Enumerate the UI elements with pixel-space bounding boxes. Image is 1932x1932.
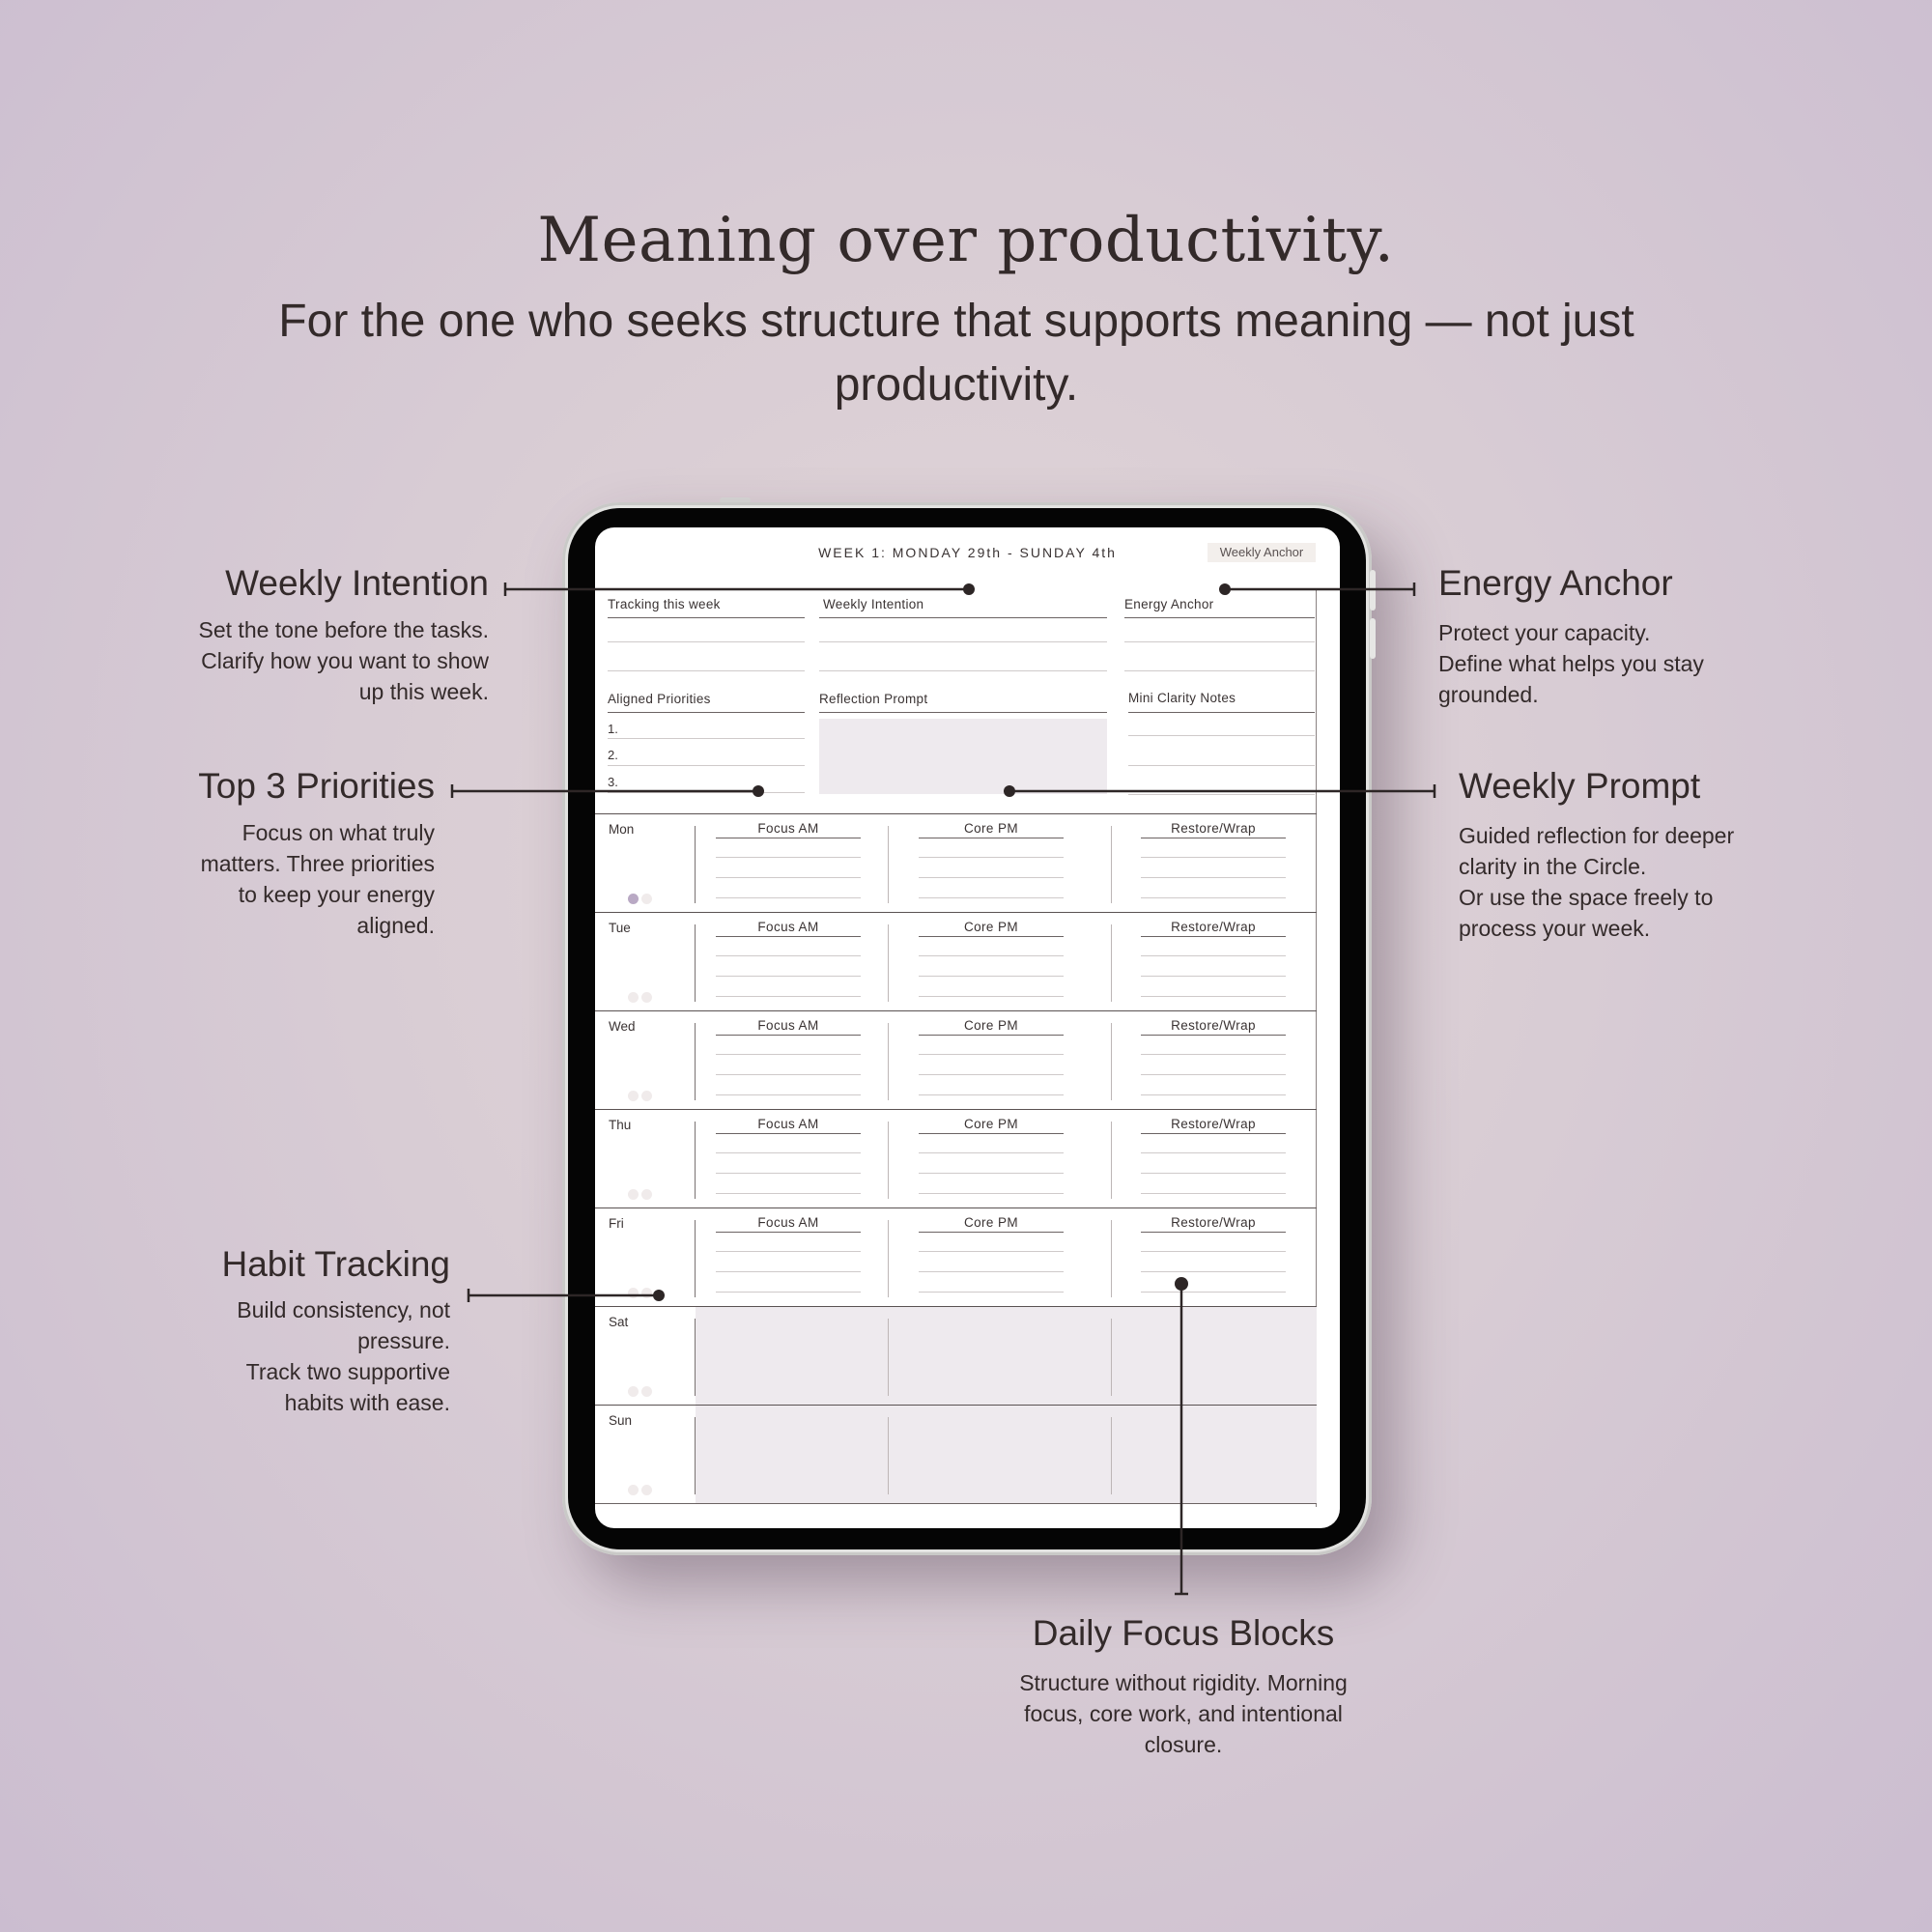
daily-focus-text: Structure without rigidity. Morning focus, core work, and intentional closure.: [1019, 1670, 1348, 1757]
block-write-line[interactable]: [1141, 955, 1286, 956]
tracking-underline: [608, 617, 805, 618]
priorities-underline: [608, 712, 805, 713]
priority-line-3[interactable]: [608, 792, 805, 793]
block-title: Restore/Wrap: [1171, 920, 1256, 934]
habit-tracking-title: Habit Tracking: [221, 1244, 450, 1284]
column-separator: [1111, 826, 1112, 903]
block-underline: [1141, 1232, 1286, 1233]
tablet-volume-up: [1370, 570, 1376, 611]
column-separator: [695, 826, 696, 903]
block-underline: [919, 936, 1064, 937]
habit-dot[interactable]: [641, 1288, 652, 1298]
block-write-line[interactable]: [716, 1054, 861, 1055]
block-write-line[interactable]: [716, 1173, 861, 1174]
weekly-prompt-text: Guided reflection for deeper clarity in the Circle. Or use the space freely to process your week.: [1459, 823, 1735, 941]
block-write-line[interactable]: [919, 996, 1064, 997]
column-separator: [1111, 1122, 1112, 1199]
day-row-thu: [595, 1109, 1317, 1208]
block-write-line[interactable]: [1141, 1173, 1286, 1174]
block-write-line[interactable]: [1141, 976, 1286, 977]
day-label: Thu: [609, 1118, 632, 1132]
block-title: Core PM: [963, 1117, 1019, 1131]
block-write-line[interactable]: [716, 1292, 861, 1293]
priority-number-3: 3.: [608, 775, 618, 789]
column-separator: [695, 1220, 696, 1297]
planner-bottom-border: [595, 1503, 1317, 1504]
planner-screen: [595, 527, 1340, 1528]
block-underline: [716, 1232, 861, 1233]
habit-dot[interactable]: [641, 1189, 652, 1200]
habit-dot[interactable]: [641, 992, 652, 1003]
block-title: Core PM: [963, 1018, 1019, 1033]
priority-line-1[interactable]: [608, 738, 805, 739]
notes-line[interactable]: [1128, 794, 1315, 795]
block-write-line[interactable]: [1141, 1251, 1286, 1252]
block-write-line[interactable]: [919, 976, 1064, 977]
block-write-line[interactable]: [919, 1193, 1064, 1194]
block-underline: [919, 1035, 1064, 1036]
block-write-line[interactable]: [1141, 1271, 1286, 1272]
block-write-line[interactable]: [716, 976, 861, 977]
top-priorities-title: Top 3 Priorities: [198, 766, 435, 806]
block-write-line[interactable]: [1141, 1292, 1286, 1293]
block-title: Restore/Wrap: [1171, 1117, 1256, 1131]
intention-label: Weekly Intention: [823, 597, 924, 611]
block-title: Core PM: [963, 920, 1019, 934]
priority-number-1: 1.: [608, 722, 618, 736]
weekly-intention-title: Weekly Intention: [225, 563, 489, 603]
block-underline: [1141, 1133, 1286, 1134]
block-write-line[interactable]: [919, 1054, 1064, 1055]
day-label: Fri: [609, 1216, 624, 1231]
block-title: Restore/Wrap: [1171, 821, 1256, 836]
block-write-line[interactable]: [1141, 1193, 1286, 1194]
headline: Meaning over productivity.: [537, 205, 1395, 276]
column-separator: [695, 1023, 696, 1100]
block-write-line[interactable]: [919, 1292, 1064, 1293]
weekly-prompt-title: Weekly Prompt: [1459, 766, 1701, 806]
block-write-line[interactable]: [919, 1173, 1064, 1174]
day-label: Sun: [609, 1413, 633, 1428]
block-title: Focus AM: [757, 1018, 819, 1033]
column-separator: [1111, 1023, 1112, 1100]
block-write-line[interactable]: [716, 897, 861, 898]
block-write-line[interactable]: [919, 1094, 1064, 1095]
tracking-label: Tracking this week: [608, 597, 721, 611]
intention-line[interactable]: [819, 670, 1107, 671]
day-row-fri: [595, 1208, 1317, 1307]
habit-dot[interactable]: [628, 992, 639, 1003]
priorities-label: Aligned Priorities: [608, 692, 711, 706]
column-separator: [888, 1417, 889, 1494]
block-write-line[interactable]: [716, 877, 861, 878]
block-write-line[interactable]: [716, 1193, 861, 1194]
priority-number-2: 2.: [608, 748, 618, 762]
column-separator: [1111, 1417, 1112, 1494]
block-write-line[interactable]: [919, 955, 1064, 956]
day-row-mon: [595, 813, 1317, 913]
day-label: Sat: [609, 1315, 629, 1329]
column-separator: [695, 1417, 696, 1494]
intention-underline: [819, 617, 1107, 618]
habit-dot[interactable]: [641, 1386, 652, 1397]
block-write-line[interactable]: [716, 857, 861, 858]
habit-dot[interactable]: [628, 894, 639, 904]
day-label: Mon: [609, 822, 635, 837]
day-row-wed: [595, 1010, 1317, 1110]
reflection-label: Reflection Prompt: [819, 692, 928, 706]
block-write-line[interactable]: [1141, 1094, 1286, 1095]
priority-line-2[interactable]: [608, 765, 805, 766]
block-write-line[interactable]: [1141, 996, 1286, 997]
block-write-line[interactable]: [1141, 857, 1286, 858]
block-write-line[interactable]: [716, 1152, 861, 1153]
block-write-line[interactable]: [716, 1251, 861, 1252]
column-separator: [1111, 924, 1112, 1002]
block-write-line[interactable]: [716, 1094, 861, 1095]
block-underline: [716, 936, 861, 937]
column-separator: [888, 1319, 889, 1396]
day-label: Wed: [609, 1019, 636, 1034]
block-write-line[interactable]: [716, 1271, 861, 1272]
habit-tracking-text: Build consistency, not pressure. Track two supportive habits with ease.: [237, 1297, 450, 1415]
block-title: Focus AM: [757, 821, 819, 836]
block-write-line[interactable]: [716, 1074, 861, 1075]
habit-dot[interactable]: [641, 1485, 652, 1495]
column-separator: [888, 826, 889, 903]
top-priorities-text: Focus on what truly matters. Three priorities to keep your energy aligned.: [200, 820, 435, 938]
block-write-line[interactable]: [716, 955, 861, 956]
block-write-line[interactable]: [1141, 1054, 1286, 1055]
habit-dot[interactable]: [641, 1091, 652, 1101]
notes-line[interactable]: [1128, 765, 1315, 766]
column-separator: [888, 1220, 889, 1297]
energy-line[interactable]: [1124, 641, 1315, 642]
block-title: Focus AM: [757, 920, 819, 934]
reflection-prompt-box[interactable]: [819, 719, 1107, 794]
weekly-intention-text: Set the tone before the tasks. Clarify how you want to show up this week.: [198, 617, 489, 704]
column-separator: [888, 1122, 889, 1199]
block-write-line[interactable]: [1141, 877, 1286, 878]
block-underline: [716, 1133, 861, 1134]
column-separator: [1111, 1220, 1112, 1297]
block-title: Core PM: [963, 1215, 1019, 1230]
habit-dot[interactable]: [628, 1386, 639, 1397]
reflection-underline: [819, 712, 1107, 713]
block-write-line[interactable]: [1141, 1074, 1286, 1075]
habit-dot[interactable]: [628, 1288, 639, 1298]
block-underline: [716, 1035, 861, 1036]
notes-label: Mini Clarity Notes: [1128, 691, 1236, 705]
block-write-line[interactable]: [919, 1251, 1064, 1252]
daily-focus-title: Daily Focus Blocks: [1032, 1613, 1335, 1653]
column-separator: [888, 924, 889, 1002]
energy-line[interactable]: [1124, 670, 1315, 671]
block-underline: [1141, 936, 1286, 937]
day-row-sun: [595, 1405, 1317, 1504]
column-separator: [695, 1122, 696, 1199]
habit-dot[interactable]: [628, 1189, 639, 1200]
intention-line[interactable]: [819, 641, 1107, 642]
habit-dot[interactable]: [628, 1485, 639, 1495]
block-write-line[interactable]: [919, 897, 1064, 898]
block-write-line[interactable]: [919, 857, 1064, 858]
block-title: Focus AM: [757, 1215, 819, 1230]
energy-anchor-title: Energy Anchor: [1438, 563, 1673, 603]
tracking-line[interactable]: [608, 670, 805, 671]
column-separator: [888, 1023, 889, 1100]
tablet-volume-down: [1370, 618, 1376, 659]
week-title: WEEK 1: MONDAY 29th - SUNDAY 4th: [818, 545, 1117, 560]
block-write-line[interactable]: [919, 1074, 1064, 1075]
notes-line[interactable]: [1128, 735, 1315, 736]
column-separator: [695, 924, 696, 1002]
weekend-shade[interactable]: [696, 1406, 1317, 1504]
block-title: Core PM: [963, 821, 1019, 836]
notes-underline: [1128, 712, 1315, 713]
subhead: For the one who seeks structure that supports meaning — not just productivity.: [278, 296, 1634, 411]
energy-label: Energy Anchor: [1124, 597, 1214, 611]
block-underline: [919, 1133, 1064, 1134]
block-title: Focus AM: [757, 1117, 819, 1131]
weekend-shade[interactable]: [696, 1307, 1317, 1406]
day-row-tue: [595, 912, 1317, 1011]
tracking-line[interactable]: [608, 641, 805, 642]
column-separator: [1111, 1319, 1112, 1396]
block-write-line[interactable]: [919, 1152, 1064, 1153]
energy-underline: [1124, 617, 1315, 618]
block-write-line[interactable]: [716, 996, 861, 997]
block-underline: [1141, 1035, 1286, 1036]
energy-anchor-text: Protect your capacity. Define what helps you stay grounded.: [1438, 620, 1704, 707]
block-title: Restore/Wrap: [1171, 1215, 1256, 1230]
habit-dot[interactable]: [628, 1091, 639, 1101]
day-row-sat: [595, 1306, 1317, 1406]
day-label: Tue: [609, 921, 631, 935]
block-write-line[interactable]: [1141, 897, 1286, 898]
block-write-line[interactable]: [919, 1271, 1064, 1272]
block-underline: [919, 1232, 1064, 1233]
block-title: Restore/Wrap: [1171, 1018, 1256, 1033]
column-separator: [695, 1319, 696, 1396]
block-write-line[interactable]: [1141, 1152, 1286, 1153]
block-write-line[interactable]: [919, 877, 1064, 878]
weekly-anchor-tab[interactable]: Weekly Anchor: [1208, 543, 1316, 562]
habit-dot[interactable]: [641, 894, 652, 904]
